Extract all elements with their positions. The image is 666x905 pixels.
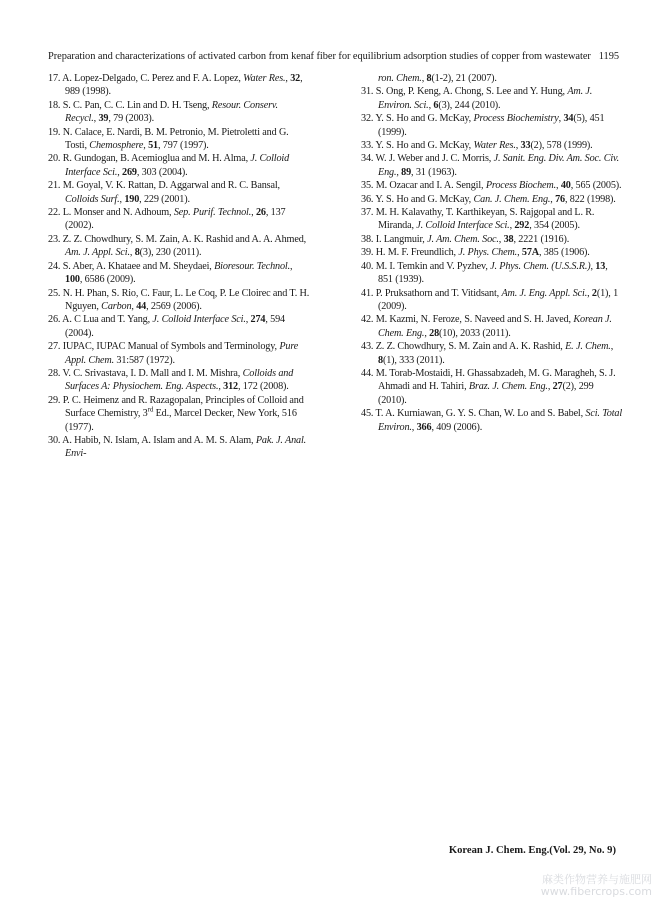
reference-20: 20. R. Gundogan, B. Acemioglua and M. H. Alma, J. Colloid Interface Sci., 269, 303 (2004). xyxy=(48,153,290,178)
watermark-line-2: www.fibercrops.com xyxy=(540,885,652,898)
reference-29: 29. P. C. Heimenz and R. Razagopalan, Principles of Colloid and Surface Chemistry, 3rd Ed., Marcel Decker, New York, 516 (1977). xyxy=(48,394,304,433)
reference-22: 22. L. Monser and N. Adhoum, Sep. Purif. Technol., 26, 137 (2002). xyxy=(48,207,286,232)
reference-19: 19. N. Calace, E. Nardi, B. M. Petronio, M. Pietroletti and G. Tosti, Chemosphere, 51, 797 (1997). xyxy=(48,126,289,152)
reference-45: 45. T. A. Kurniawan, G. Y. S. Chan, W. Lo and S. Babel, Sci. Total Environ., 366, 409 (2006). xyxy=(361,408,623,433)
reference-40: 40. M. I. Temkin and V. Pyzhev, J. Phys. Chem. (U.S.S.R.), 13, 851 (1939). xyxy=(361,260,608,286)
reference-30: 30. A. Habib, N. Islam, A. Islam and A. M. S. Alam, Pak. J. Anal. Envi- xyxy=(48,434,307,460)
reference-23: 23. Z. Z. Chowdhury, S. M. Zain, A. K. Rashid and A. A. Ahmed, Am. J. Appl. Sci., 8(3), 230 (2011). xyxy=(48,233,307,259)
reference-21: 21. M. Goyal, V. K. Rattan, D. Aggarwal and R. C. Bansal, Colloids Surf., 190, 229 (2001). xyxy=(48,180,280,205)
page-number: 1195 xyxy=(598,51,619,62)
reference-43: 43. Z. Z. Chowdhury, S. M. Zain and A. K. Rashid, E. J. Chem., 8(1), 333 (2011). xyxy=(361,341,614,366)
running-title: Preparation and characterizations of activated carbon from kenaf fiber for equilibrium adsorption studies of copper from wastewater xyxy=(48,51,591,62)
reference-24: 24. S. Aber, A. Khataee and M. Sheydaei, Bioresour. Technol., 100, 6586 (2009). xyxy=(48,260,293,286)
reference-30-continued: ron. Chem., 8(1-2), 21 (2007). xyxy=(378,73,497,84)
reference-35: 35. M. Ozacar and I. A. Sengil, Process Biochem., 40, 565 (2005). xyxy=(361,180,622,192)
reference-37: 37. M. H. Kalavathy, T. Karthikeyan, S. Rajgopal and L. R. Miranda, J. Colloid Interface Sci., 292, 354 (2005). xyxy=(361,207,595,232)
reference-18: 18. S. C. Pan, C. C. Lin and D. H. Tseng, Resour. Conserv. Recycl., 39, 79 (2003). xyxy=(48,99,278,125)
references-left-column xyxy=(48,72,310,461)
reference-17: 17. A. Lopez-Delgado, C. Perez and F. A. Lopez, Water Res., 32, 989 (1998). xyxy=(48,73,303,98)
reference-39: 39. H. M. F. Freundlich, J. Phys. Chem., 57A, 385 (1906). xyxy=(361,247,590,259)
reference-26: 26. A. C Lua and T. Yang, J. Colloid Interface Sci., 274, 594 (2004). xyxy=(48,314,285,339)
reference-27: 27. IUPAC, IUPAC Manual of Symbols and Terminology, Pure Appl. Chem. 31:587 (1972). xyxy=(48,341,299,366)
reference-36: 36. Y. S. Ho and G. McKay, Can. J. Chem. Eng., 76, 822 (1998). xyxy=(361,193,616,205)
reference-38: 38. I. Langmuir, J. Am. Chem. Soc., 38, 2221 (1916). xyxy=(361,233,570,245)
reference-44: 44. M. Torab-Mostaidi, H. Ghassabzadeh, M. G. Maragheh, S. J. Ahmadi and H. Tahiri, Braz. J. Chem. Eng., 27(2), 299 (2010). xyxy=(361,367,616,406)
reference-34: 34. W. J. Weber and J. C. Morris, J. Sanit. Eng. Div. Am. Soc. Civ. Eng., 89, 31 (1963). xyxy=(361,153,620,178)
site-watermark xyxy=(541,874,652,898)
reference-42: 42. M. Kazmi, N. Feroze, S. Naveed and S. H. Javed, Korean J. Chem. Eng., 28(10), 2033 (2011). xyxy=(361,314,612,339)
reference-32: 32. Y. S. Ho and G. McKay, Process Biochemistry, 34(5), 451 (1999). xyxy=(361,113,605,138)
watermark-line-1: 麻类作物营养与施肥网 xyxy=(542,873,652,886)
journal-footer: Korean J. Chem. Eng.(Vol. 29, No. 9) xyxy=(448,845,616,856)
reference-25: 25. N. H. Phan, S. Rio, C. Faur, L. Le Coq, P. Le Cloirec and T. H. Nguyen, Carbon, 44, 2569 (2006). xyxy=(48,287,310,312)
references-right-column xyxy=(361,72,623,434)
reference-31: 31. S. Ong, P. Keng, A. Chong, S. Lee and Y. Hung, Am. J. Environ. Sci., 6(3), 244 (2010). xyxy=(361,86,593,111)
reference-33: 33. Y. S. Ho and G. McKay, Water Res., 33(2), 578 (1999). xyxy=(361,140,593,152)
running-header xyxy=(48,51,619,62)
reference-41: 41. P. Pruksathorn and T. Vitidsant, Am. J. Eng. Appl. Sci., 2(1), 1 (2009). xyxy=(361,287,619,312)
reference-28: 28. V. C. Srivastava, I. D. Mall and I. M. Mishra, Colloids and Surfaces A: Physiochem. Eng. Aspects., 312, 172 (2008). xyxy=(48,367,294,393)
